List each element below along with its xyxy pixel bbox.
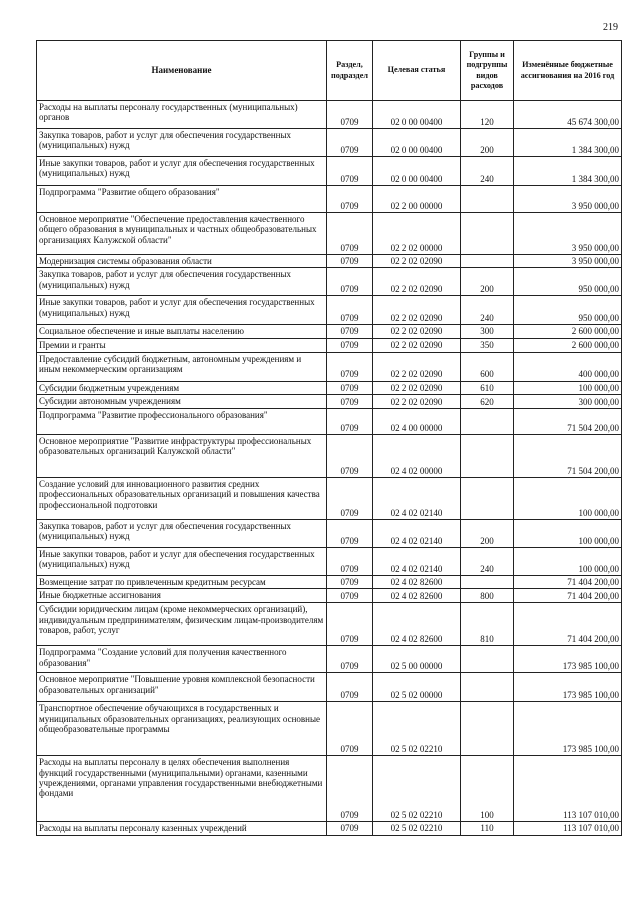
cell-target: 02 4 02 82600 [373, 576, 461, 589]
cell-target: 02 2 02 02090 [373, 296, 461, 325]
cell-section: 0709 [327, 646, 373, 673]
table-row [37, 603, 622, 646]
table-row [37, 296, 622, 325]
cell-target: 02 2 02 02090 [373, 255, 461, 268]
cell-amount: 3 950 000,00 [514, 186, 622, 213]
cell-section: 0709 [327, 409, 373, 435]
cell-amount: 1 384 300,00 [514, 157, 622, 186]
cell-amount: 71 504 200,00 [514, 435, 622, 478]
cell-target: 02 2 02 02090 [373, 325, 461, 338]
cell-amount: 173 985 100,00 [514, 646, 622, 673]
cell-name: Субсидии юридическим лицам (кроме некоммерческих организаций), индивидуальным предпринимателям, физическим лицам-производителям товаров, работ, услуг [37, 603, 327, 646]
cell-target: 02 2 02 02090 [373, 381, 461, 394]
cell-amount: 45 674 300,00 [514, 101, 622, 129]
table-row [37, 548, 622, 576]
cell-group: 800 [461, 589, 514, 603]
cell-section: 0709 [327, 603, 373, 646]
cell-name: Расходы на выплаты персоналу казенных учреждений [37, 822, 327, 835]
cell-name: Создание условий для инновационного развития средних профессиональных образовательных организаций и повышения качества профессиональной подготовки [37, 478, 327, 520]
cell-group [461, 673, 514, 702]
cell-amount: 3 950 000,00 [514, 255, 622, 268]
cell-group: 110 [461, 822, 514, 835]
table-row [37, 101, 622, 129]
cell-target: 02 5 02 00000 [373, 673, 461, 702]
cell-name: Расходы на выплаты персоналу в целях обеспечения выполнения функций государственными (муниципальными) органами, казенными учреждениями, органами управления государственными внебюджетными фондами [37, 756, 327, 822]
cell-amount: 173 985 100,00 [514, 702, 622, 756]
cell-name: Подпрограмма "Развитие общего образования" [37, 186, 327, 213]
cell-section: 0709 [327, 381, 373, 394]
table-row [37, 325, 622, 338]
cell-group: 300 [461, 325, 514, 338]
table-row [37, 338, 622, 352]
cell-name: Транспортное обеспечение обучающихся в государственных и муниципальных образовательных организациях, реализующих основные общеобразовательные программы [37, 702, 327, 756]
cell-section: 0709 [327, 478, 373, 520]
cell-section: 0709 [327, 268, 373, 296]
cell-target: 02 2 00 00000 [373, 186, 461, 213]
cell-target: 02 4 02 82600 [373, 603, 461, 646]
cell-group: 100 [461, 756, 514, 822]
table-row [37, 268, 622, 296]
cell-amount: 1 384 300,00 [514, 129, 622, 157]
cell-group [461, 576, 514, 589]
cell-name: Основное мероприятие "Развитие инфраструктуры профессиональных образовательных организаций Калужской области" [37, 435, 327, 478]
cell-target: 02 4 02 02140 [373, 548, 461, 576]
cell-section: 0709 [327, 325, 373, 338]
cell-name: Закупка товаров, работ и услуг для обеспечения государственных (муниципальных) нужд [37, 129, 327, 157]
cell-target: 02 0 00 00400 [373, 101, 461, 129]
cell-name: Субсидии автономным учреждениям [37, 395, 327, 409]
cell-name: Субсидии бюджетным учреждениям [37, 381, 327, 394]
table-row [37, 435, 622, 478]
cell-name: Иные закупки товаров, работ и услуг для обеспечения государственных (муниципальных) нужд [37, 296, 327, 325]
cell-name: Возмещение затрат по привлеченным кредитным ресурсам [37, 576, 327, 589]
cell-amount: 3 950 000,00 [514, 213, 622, 255]
table-row [37, 395, 622, 409]
cell-target: 02 5 02 02210 [373, 702, 461, 756]
cell-section: 0709 [327, 548, 373, 576]
cell-name: Подпрограмма "Создание условий для получения качественного образования" [37, 646, 327, 673]
cell-section: 0709 [327, 129, 373, 157]
cell-amount: 400 000,00 [514, 352, 622, 381]
table-body [37, 101, 622, 836]
cell-name: Основное мероприятие "Обеспечение предоставления качественного общего образования в муниципальных и частных общеобразовательных организациях Калужской области" [37, 213, 327, 255]
table-row [37, 409, 622, 435]
cell-group: 200 [461, 520, 514, 548]
cell-section: 0709 [327, 756, 373, 822]
cell-name: Иные закупки товаров, работ и услуг для обеспечения государственных (муниципальных) нужд [37, 548, 327, 576]
cell-section: 0709 [327, 576, 373, 589]
cell-section: 0709 [327, 520, 373, 548]
cell-group: 350 [461, 338, 514, 352]
cell-target: 02 4 00 00000 [373, 409, 461, 435]
table-row [37, 520, 622, 548]
table-row [37, 157, 622, 186]
cell-group: 120 [461, 101, 514, 129]
cell-target: 02 5 02 02210 [373, 756, 461, 822]
cell-amount: 2 600 000,00 [514, 338, 622, 352]
table-row [37, 255, 622, 268]
table-header-row [37, 41, 622, 101]
cell-target: 02 4 02 02140 [373, 478, 461, 520]
table-row [37, 381, 622, 394]
cell-amount: 100 000,00 [514, 381, 622, 394]
cell-amount: 100 000,00 [514, 478, 622, 520]
cell-section: 0709 [327, 101, 373, 129]
cell-group [461, 435, 514, 478]
cell-group [461, 409, 514, 435]
table-row [37, 673, 622, 702]
cell-group [461, 646, 514, 673]
cell-amount: 71 404 200,00 [514, 589, 622, 603]
cell-section: 0709 [327, 702, 373, 756]
cell-section: 0709 [327, 673, 373, 702]
table-row [37, 478, 622, 520]
cell-name: Социальное обеспечение и иные выплаты населению [37, 325, 327, 338]
cell-amount: 100 000,00 [514, 548, 622, 576]
cell-target: 02 5 00 00000 [373, 646, 461, 673]
cell-target: 02 4 02 02140 [373, 520, 461, 548]
cell-section: 0709 [327, 157, 373, 186]
cell-name: Расходы на выплаты персоналу государственных (муниципальных) органов [37, 101, 327, 129]
cell-group [461, 255, 514, 268]
cell-amount: 2 600 000,00 [514, 325, 622, 338]
cell-section: 0709 [327, 338, 373, 352]
cell-target: 02 4 02 82600 [373, 589, 461, 603]
cell-group: 240 [461, 548, 514, 576]
cell-target: 02 2 02 02090 [373, 268, 461, 296]
cell-target: 02 2 02 00000 [373, 213, 461, 255]
cell-name: Иные закупки товаров, работ и услуг для обеспечения государственных (муниципальных) нужд [37, 157, 327, 186]
table-row [37, 186, 622, 213]
header-target: Целевая статья [373, 41, 461, 101]
cell-amount: 113 107 010,00 [514, 756, 622, 822]
cell-section: 0709 [327, 435, 373, 478]
cell-target: 02 5 02 02210 [373, 822, 461, 835]
cell-amount: 173 985 100,00 [514, 673, 622, 702]
cell-group [461, 213, 514, 255]
cell-name: Премии и гранты [37, 338, 327, 352]
cell-name: Основное мероприятие "Повышение уровня комплексной безопасности образовательных организаций" [37, 673, 327, 702]
cell-group: 610 [461, 381, 514, 394]
table-row [37, 822, 622, 835]
cell-section: 0709 [327, 822, 373, 835]
cell-name: Предоставление субсидий бюджетным, автономным учреждениям и иным некоммерческим организациям [37, 352, 327, 381]
cell-group: 810 [461, 603, 514, 646]
cell-group: 600 [461, 352, 514, 381]
cell-section: 0709 [327, 213, 373, 255]
cell-name: Закупка товаров, работ и услуг для обеспечения государственных (муниципальных) нужд [37, 268, 327, 296]
cell-amount: 950 000,00 [514, 268, 622, 296]
table-row [37, 646, 622, 673]
cell-amount: 71 404 200,00 [514, 576, 622, 589]
cell-target: 02 2 02 02090 [373, 395, 461, 409]
cell-amount: 100 000,00 [514, 520, 622, 548]
cell-target: 02 2 02 02090 [373, 352, 461, 381]
header-amount: Изменённые бюджетные ассигнования на 2016 год [514, 41, 622, 101]
cell-name: Иные бюджетные ассигнования [37, 589, 327, 603]
cell-group: 200 [461, 268, 514, 296]
cell-group: 240 [461, 296, 514, 325]
cell-amount: 300 000,00 [514, 395, 622, 409]
table-row [37, 702, 622, 756]
cell-target: 02 4 02 00000 [373, 435, 461, 478]
table-row [37, 589, 622, 603]
cell-section: 0709 [327, 589, 373, 603]
cell-section: 0709 [327, 296, 373, 325]
cell-group: 200 [461, 129, 514, 157]
table-row [37, 213, 622, 255]
cell-group: 240 [461, 157, 514, 186]
cell-section: 0709 [327, 186, 373, 213]
cell-amount: 950 000,00 [514, 296, 622, 325]
cell-name: Закупка товаров, работ и услуг для обеспечения государственных (муниципальных) нужд [37, 520, 327, 548]
table-row [37, 129, 622, 157]
cell-group [461, 186, 514, 213]
cell-amount: 71 504 200,00 [514, 409, 622, 435]
budget-table [36, 40, 622, 836]
cell-section: 0709 [327, 352, 373, 381]
cell-target: 02 2 02 02090 [373, 338, 461, 352]
cell-group: 620 [461, 395, 514, 409]
cell-target: 02 0 00 00400 [373, 129, 461, 157]
cell-name: Подпрограмма "Развитие профессионального образования" [37, 409, 327, 435]
cell-section: 0709 [327, 395, 373, 409]
cell-amount: 113 107 010,00 [514, 822, 622, 835]
table-row [37, 576, 622, 589]
header-groups: Группы и подгруппы видов расходов [461, 41, 514, 101]
cell-amount: 71 404 200,00 [514, 603, 622, 646]
cell-group [461, 478, 514, 520]
cell-group [461, 702, 514, 756]
header-section: Раздел, подраздел [327, 41, 373, 101]
table-row [37, 756, 622, 822]
table-row [37, 352, 622, 381]
header-name: Наименование [37, 41, 327, 101]
cell-target: 02 0 00 00400 [373, 157, 461, 186]
page-number: 219 [603, 22, 618, 33]
cell-section: 0709 [327, 255, 373, 268]
cell-name: Модернизация системы образования области [37, 255, 327, 268]
